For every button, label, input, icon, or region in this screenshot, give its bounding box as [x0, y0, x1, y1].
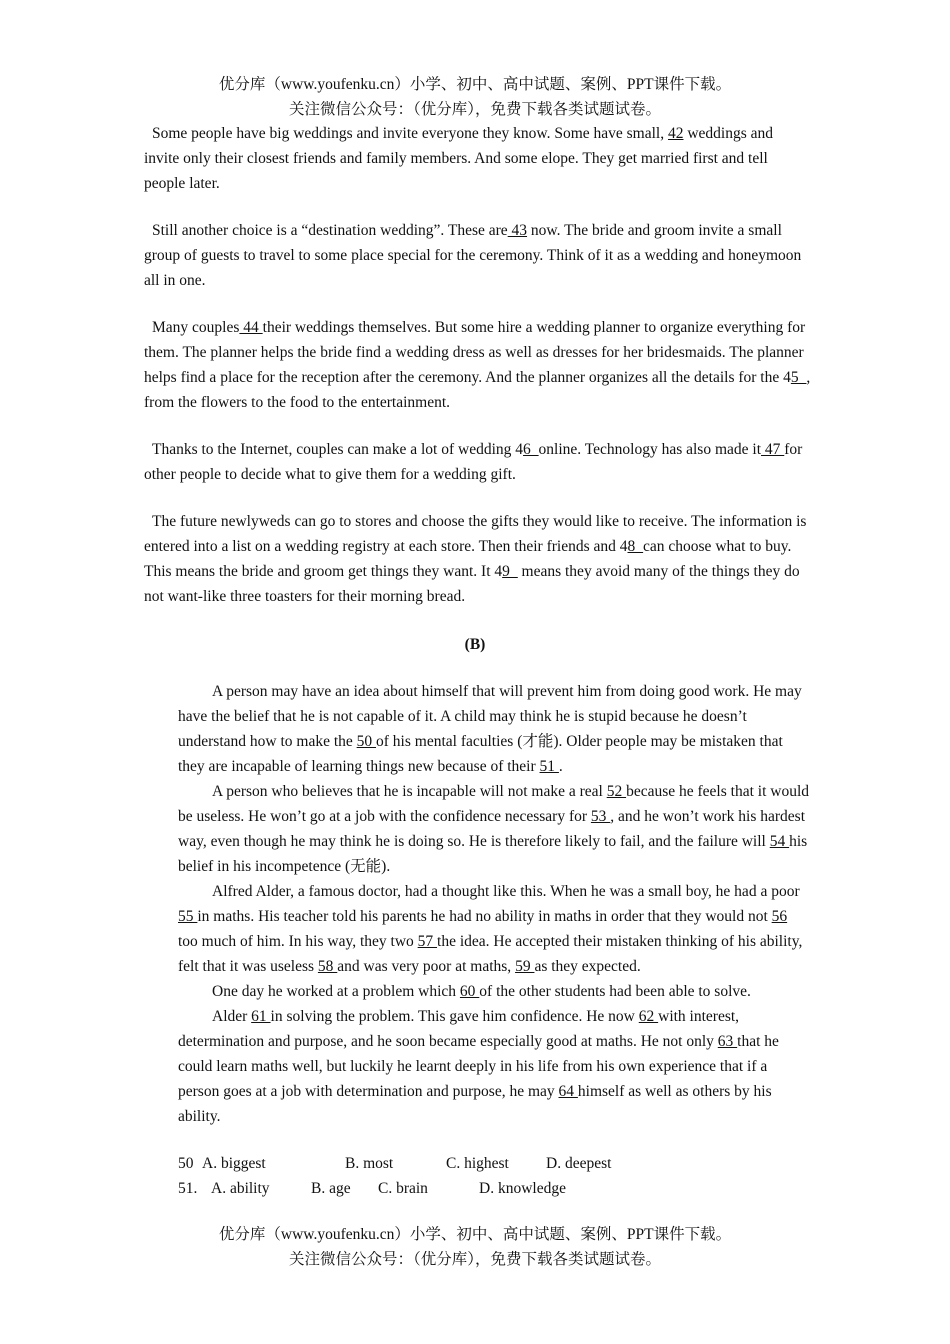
- paragraph: Some people have big weddings and invite everyone they know. Some have small, 42 weddings and invite only their closest friends and family members. And some elope. They get married first and tell people later.: [144, 125, 774, 192]
- blank-59: 59: [515, 958, 535, 975]
- passage-a: [144, 121, 812, 631]
- blank-64: 64: [558, 1083, 578, 1100]
- section-b-title: (B): [464, 636, 486, 653]
- blank-52: 52: [606, 783, 627, 800]
- footer-line-2: 关注微信公众号：（优分库），免费下载各类试题试卷。: [288, 1251, 661, 1268]
- blank-60: 60: [459, 983, 480, 1000]
- blank-43: 43: [507, 222, 528, 239]
- paragraph: Many couples 44 their weddings themselves. But some hire a wedding planner to organize everything for them. The planner helps the bride find a wedding dress as well as dresses for her bridesmaids. The planner helps find a place for the reception after the ceremony. And the planner organizes all the details for the 45_, from the flowers to the food to the entertainment.: [144, 319, 811, 411]
- paragraph: Alder 61 in solving the problem. This gave him confidence. He now 62 with interest, determination and purpose, and he soon became especially good at maths. He not only 63 that he could learn maths well, but luckily he learnt deeply in his life from his own experience that if a person goes at a job with determination and purpose, he may 64 himself as well as others by his ability.: [178, 1008, 779, 1125]
- paragraph: A person who believes that he is incapable will not make a real 52 because he feels that it would be useless. He won’t go at a job with the confidence necessary for 53 , and he won’t work his hardest way, even though he may think he is doing so. He is therefore likely to fail, and the failure will 54 his belief in his incompetence (无能).: [178, 783, 809, 875]
- blank-44: 44: [239, 319, 263, 336]
- paragraph: A person may have an idea about himself that will prevent him from doing good work. He may have the belief that he is not capable of it. A child may think he is stupid because he doesn’t understand how to make the 50 of his mental faculties (才能). Older people may be mistaken that they are incapable of learning things new because of their 51 .: [178, 683, 802, 775]
- blank-49: 9_: [502, 563, 518, 580]
- blank-53: 53: [590, 808, 611, 825]
- blank-55: 55: [178, 908, 198, 925]
- option-a: A. ability: [211, 1180, 270, 1197]
- blank-61: 61: [251, 1008, 271, 1025]
- blank-50: 50: [356, 733, 377, 750]
- blank-48: 8_: [627, 538, 644, 555]
- blank-45: 5_: [790, 369, 807, 386]
- option-d: D. knowledge: [479, 1180, 566, 1197]
- paragraph: Thanks to the Internet, couples can make a lot of wedding 46_online. Technology has also made it 47 for other people to decide what to give them for a wedding gift.: [144, 441, 803, 483]
- paragraph: Still another choice is a “destination wedding”. These are 43 now. The bride and groom invite a small group of guests to travel to some place special for the ceremony. Think of it as a wedding and honeymoon all in one.: [144, 222, 802, 289]
- blank-46: 6_: [523, 441, 539, 458]
- blank-57: 57: [417, 933, 438, 950]
- question-number: 50: [178, 1155, 194, 1172]
- blank-54: 54: [769, 833, 790, 850]
- blank-63: 63: [717, 1033, 738, 1050]
- blank-51: 51: [539, 758, 559, 775]
- option-d: D. deepest: [546, 1155, 612, 1172]
- option-b: B. most: [345, 1155, 394, 1172]
- paragraph: One day he worked at a problem which 60 of the other students had been able to solve.: [212, 983, 751, 1000]
- option-a: A. biggest: [202, 1155, 266, 1172]
- option-c: C. brain: [378, 1180, 428, 1197]
- blank-42: 42: [667, 125, 684, 142]
- blank-47: 47: [761, 441, 785, 458]
- blank-58: 58: [317, 958, 338, 975]
- paragraph: Alfred Alder, a famous doctor, had a thought like this. When he was a small boy, he had a poor 55 in maths. His teacher told his parents he had no ability in maths in order that they would not 56 too much of him. In his way, they two 57 the idea. He accepted their mistaken thinking of his ability, felt that it was useless 58 and was very poor at maths, 59 as they expected.: [178, 883, 803, 975]
- passage-b: [178, 679, 810, 1129]
- option-b: B. age: [311, 1180, 351, 1197]
- blank-62: 62: [638, 1008, 659, 1025]
- footer-line-1: 优分库（www.youfenku.cn）小学、初中、高中试题、案例、PPT课件下载。: [218, 1226, 732, 1243]
- question-number: 51.: [178, 1180, 198, 1197]
- blank-56: 56: [771, 908, 788, 925]
- header-line-2: 关注微信公众号：（优分库），免费下载各类试题试卷。: [288, 101, 661, 118]
- header-line-1: 优分库（www.youfenku.cn）小学、初中、高中试题、案例、PPT课件下载。: [218, 76, 732, 93]
- paragraph: The future newlyweds can go to stores and choose the gifts they would like to receive. The information is entered into a list on a wedding registry at each store. Then their friends and 48_can choose what to buy. This means the bride and groom get things they want. It 49_ means they avoid many of the things they do not want-like three toasters for their morning bread.: [144, 513, 807, 605]
- option-c: C. highest: [446, 1155, 509, 1172]
